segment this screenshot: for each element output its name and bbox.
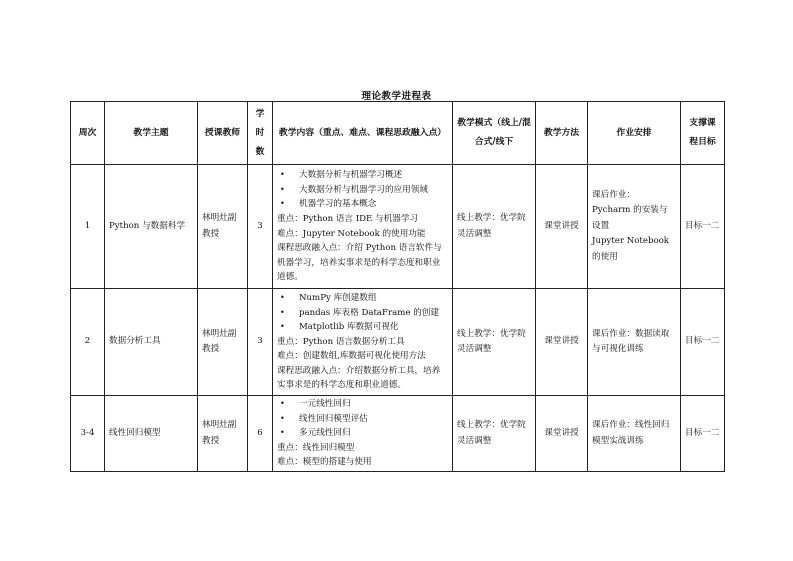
hours-cell: 3 (248, 165, 273, 289)
homework-cell (588, 289, 681, 396)
difficulty: 难点：创建数组,库数据可视化使用方法 (277, 351, 426, 362)
topic-cell: 线性回归模型 (105, 396, 198, 472)
teacher-cell: 林明灶副教授 (198, 289, 248, 396)
list-item: • 一元线性回归 (277, 397, 448, 412)
teacher-cell: 林明灶副教授 (198, 396, 248, 472)
homework-line: 课后作业：线性回归模型实战训练 (592, 420, 670, 446)
difficulty: 难点：模型的搭建与使用 (277, 457, 372, 468)
list-item: • NumPy 库创建数组 (277, 291, 448, 306)
list-item: • 大数据分析与机器学习的应用领域 (277, 183, 448, 198)
header-homework: 作业安排 (588, 102, 681, 165)
mode-cell: 线上教学：优学院灵活调整 (453, 396, 536, 472)
key-point: 重点：Python 语言数据分析工具 (277, 336, 405, 347)
mode-cell: 线上教学：优学院灵活调整 (453, 289, 536, 396)
method-cell: 课堂讲授 (536, 289, 588, 396)
homework-line: Pycharm 的安装与设置 (592, 205, 668, 231)
list-item: • pandas 库表格 DataFrame 的创建 (277, 306, 448, 321)
goal-cell: 目标一二 (681, 396, 725, 472)
table-row (71, 289, 725, 396)
key-point: 重点：Python 语言 IDE 与机器学习 (277, 213, 419, 224)
goal-cell: 目标一二 (681, 289, 725, 396)
homework-line: Jupyter Notebook 的使用 (592, 236, 670, 262)
header-hours: 学时数 (248, 102, 273, 165)
header-topic: 教学主题 (105, 102, 198, 165)
week-cell: 2 (71, 289, 105, 396)
key-point: 重点：线性回归模型 (277, 442, 355, 453)
table-row (71, 165, 725, 289)
list-item: • 大数据分析与机器学习概述 (277, 168, 448, 183)
topic-list (277, 291, 448, 335)
content-cell (273, 396, 453, 472)
method-cell: 课堂讲授 (536, 396, 588, 472)
header-teacher: 授课教师 (198, 102, 248, 165)
header-mode: 教学模式（线上/混合式/线下 (453, 102, 536, 165)
list-item: • 线性回归模型评估 (277, 412, 448, 427)
homework-line: 课后作业：数据读取与可视化训练 (592, 328, 670, 354)
difficulty: 难点：Jupyter Notebook 的使用功能 (277, 228, 426, 239)
hours-cell: 6 (248, 396, 273, 472)
header-row (71, 102, 725, 165)
table-row (71, 396, 725, 472)
topic-list (277, 168, 448, 212)
week-cell: 3-4 (71, 396, 105, 472)
schedule-table (70, 101, 725, 472)
table-title: 理论教学进程表 (361, 91, 432, 102)
hours-cell: 3 (248, 289, 273, 396)
header-week: 周次 (71, 102, 105, 165)
mode-cell: 线上教学：优学院灵活调整 (453, 165, 536, 289)
list-item: • 机器学习的基本概念 (277, 197, 448, 212)
content-cell (273, 289, 453, 396)
list-item: • Matplotlib 库数据可视化 (277, 320, 448, 335)
homework-cell (588, 165, 681, 289)
homework-line: 课后作业： (592, 189, 635, 200)
header-content: 教学内容（重点、难点、课程思政融入点） (273, 102, 453, 165)
ideology-point: 课程思政融入点：介绍 Python 语言软件与机器学习，培养实事求是的科学态度和职业道德。 (277, 243, 442, 283)
teacher-cell: 林明灶副教授 (198, 165, 248, 289)
ideology-point: 课程思政融入点：介绍数据分析工具，培养实事求是的科学态度和职业道德。 (277, 365, 441, 391)
topic-list (277, 397, 448, 441)
content-cell (273, 165, 453, 289)
list-item: • 多元线性回归 (277, 426, 448, 441)
header-method: 教学方法 (536, 102, 588, 165)
header-goal: 支撑课程目标 (681, 102, 725, 165)
goal-cell: 目标一二 (681, 165, 725, 289)
week-cell: 1 (71, 165, 105, 289)
topic-cell: Python 与数据科学 (105, 165, 198, 289)
topic-cell: 数据分析工具 (105, 289, 198, 396)
method-cell: 课堂讲授 (536, 165, 588, 289)
homework-cell (588, 396, 681, 472)
